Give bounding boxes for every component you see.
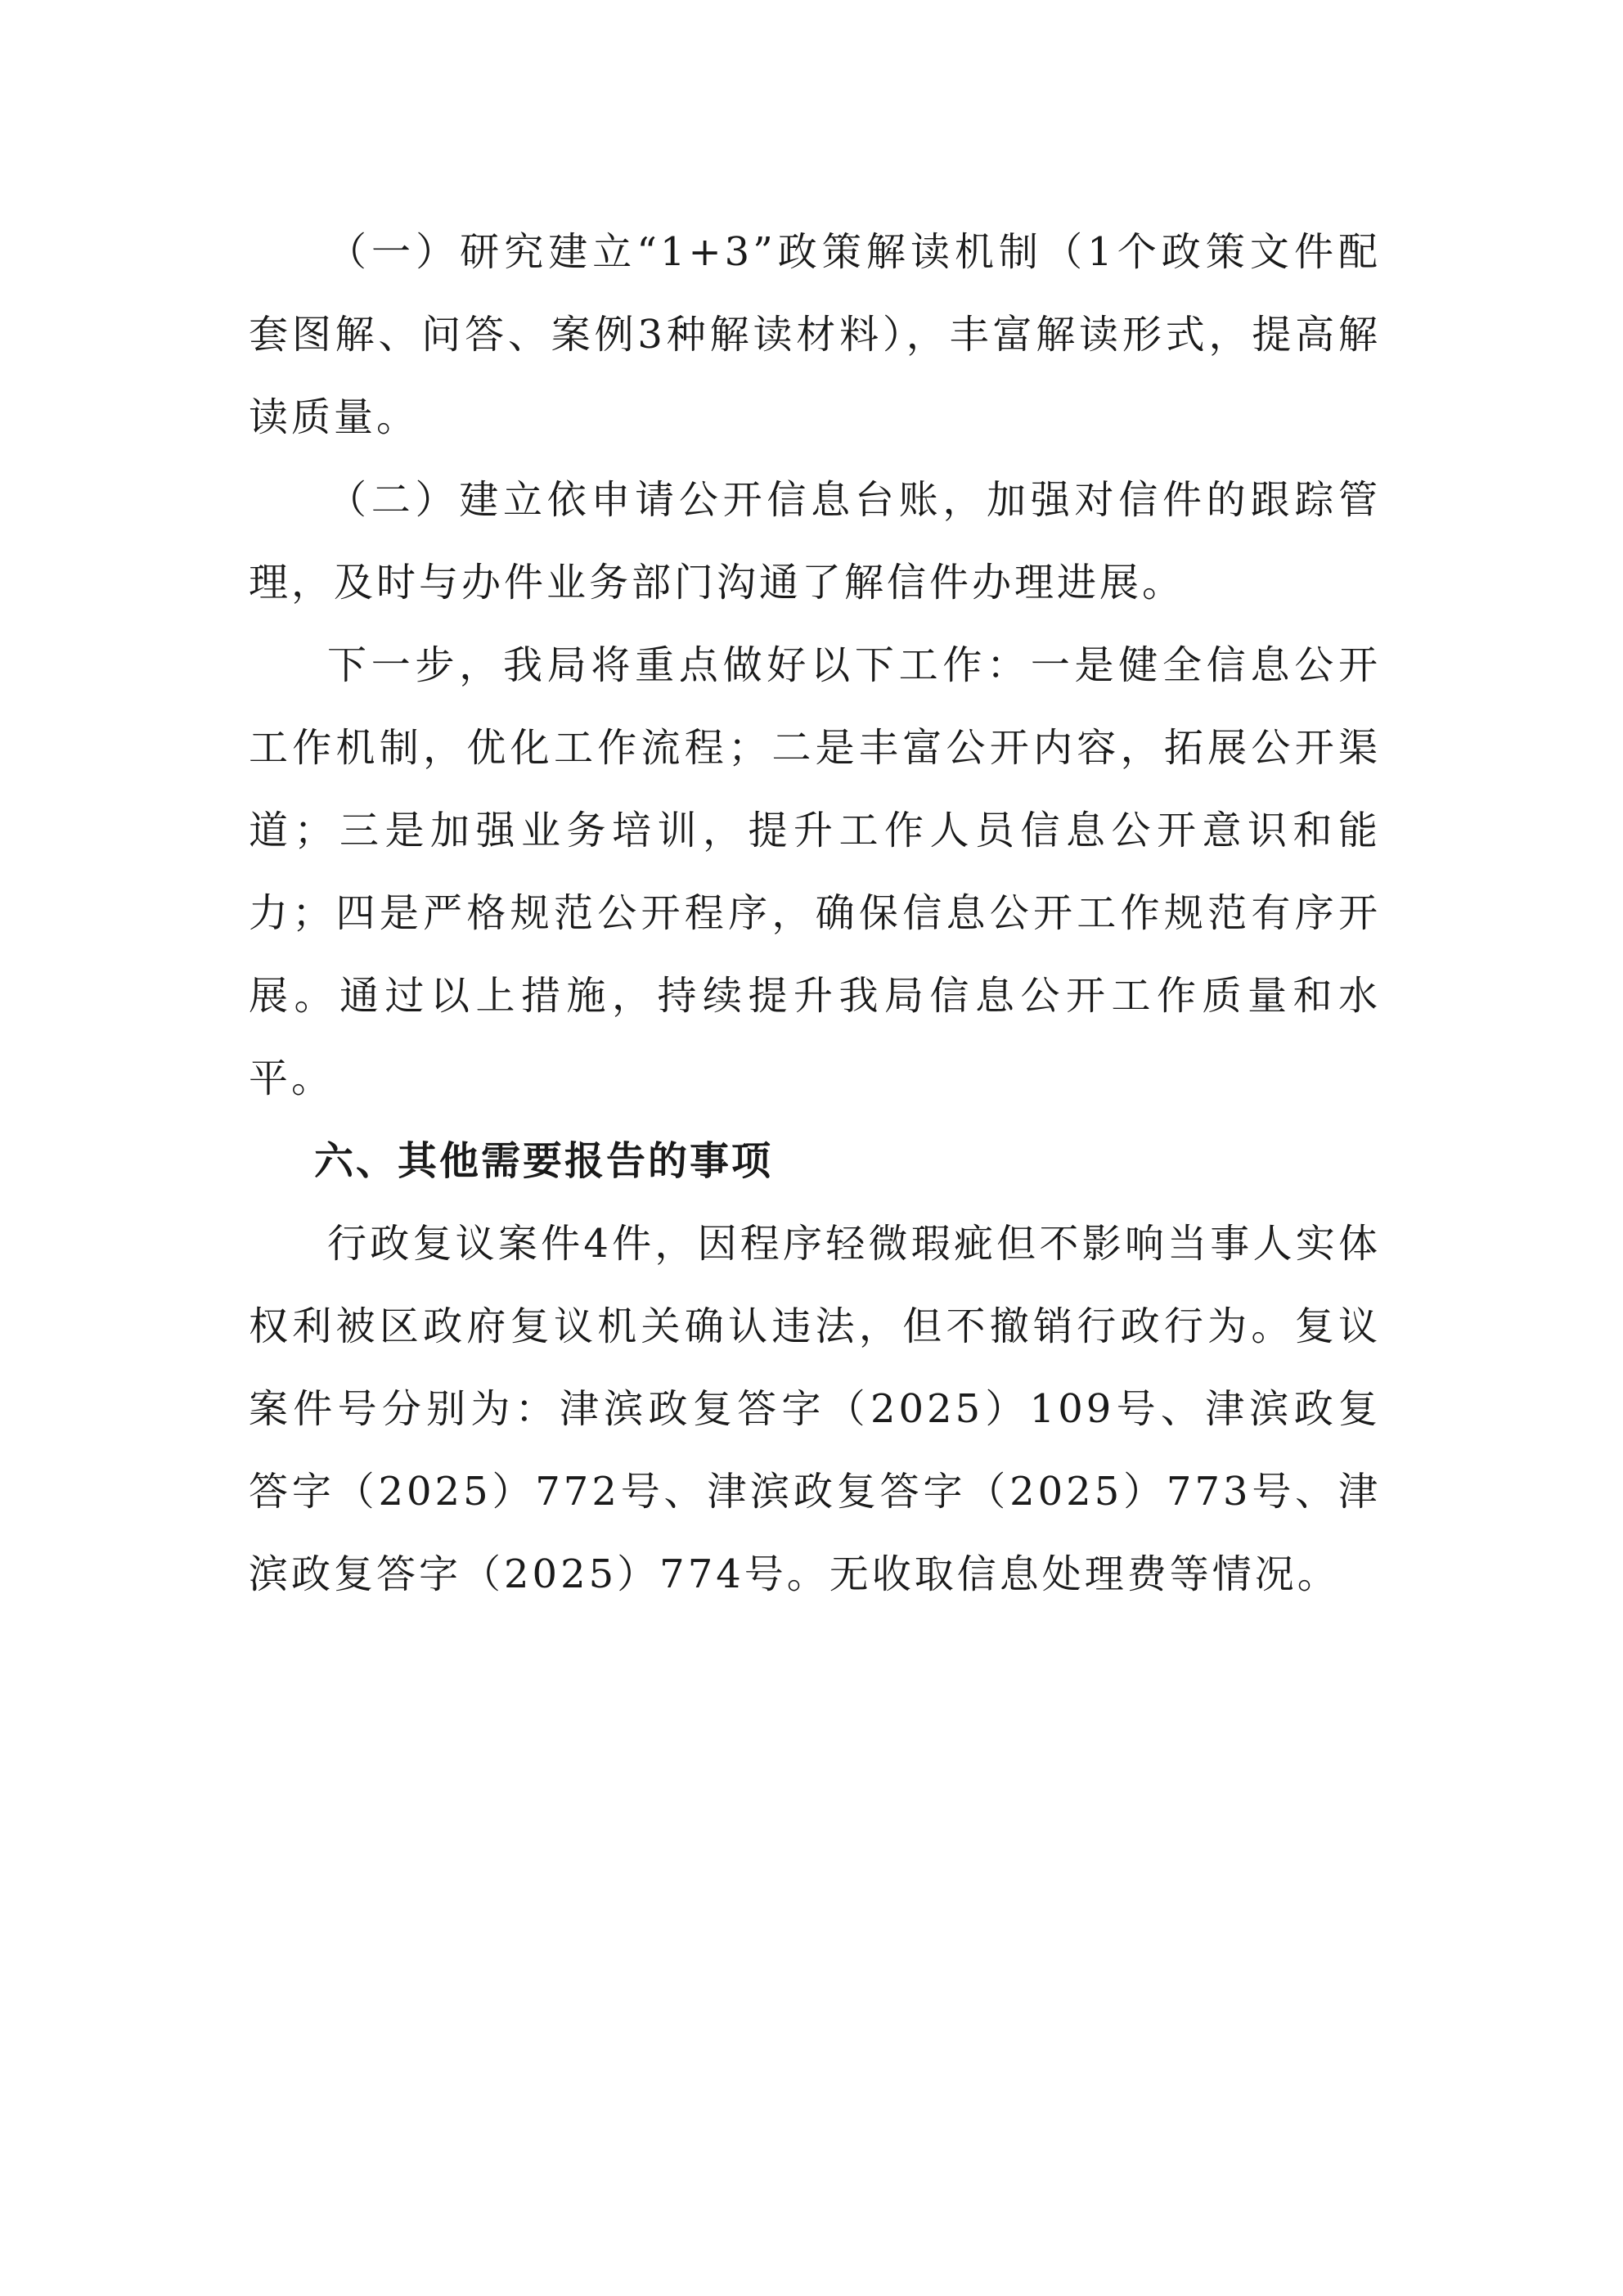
paragraph-next-steps: 下一步，我局将重点做好以下工作：一是健全信息公开工作机制，优化工作流程；二是丰富公开内容，拓展公开渠道；三是加强业务培训，提升工作人员信息公开意识和能力；四是严格规范公开程序，确保信息公开工作规范有序开展。通过以上措施，持续提升我局信息公开工作质量和水平。 xyxy=(249,642,1381,1101)
document-body xyxy=(249,211,1381,1616)
paragraph-application-ledger: （二）建立依申请公开信息台账，加强对信件的跟踪管理，及时与办件业务部门沟通了解信件办理进展。 xyxy=(249,477,1381,606)
paragraph-administrative-review: 行政复议案件4件，因程序轻微瑕疵但不影响当事人实体权利被区政府复议机关确认违法，但不撤销行政行为。复议案件号分别为：津滨政复答字（2025）109号、津滨政复答字（2025）772号、津滨政复答字（2025）773号、津滨政复答字（2025）774号。无收取信息处理费等情况。 xyxy=(249,1221,1381,1597)
section-heading: 六、其他需要报告的事项 xyxy=(314,1138,774,1184)
paragraph-policy-interpretation: （一）研究建立“1+3”政策解读机制（1个政策文件配套图解、问答、案例3种解读材料），丰富解读形式，提高解读质量。 xyxy=(249,229,1381,440)
